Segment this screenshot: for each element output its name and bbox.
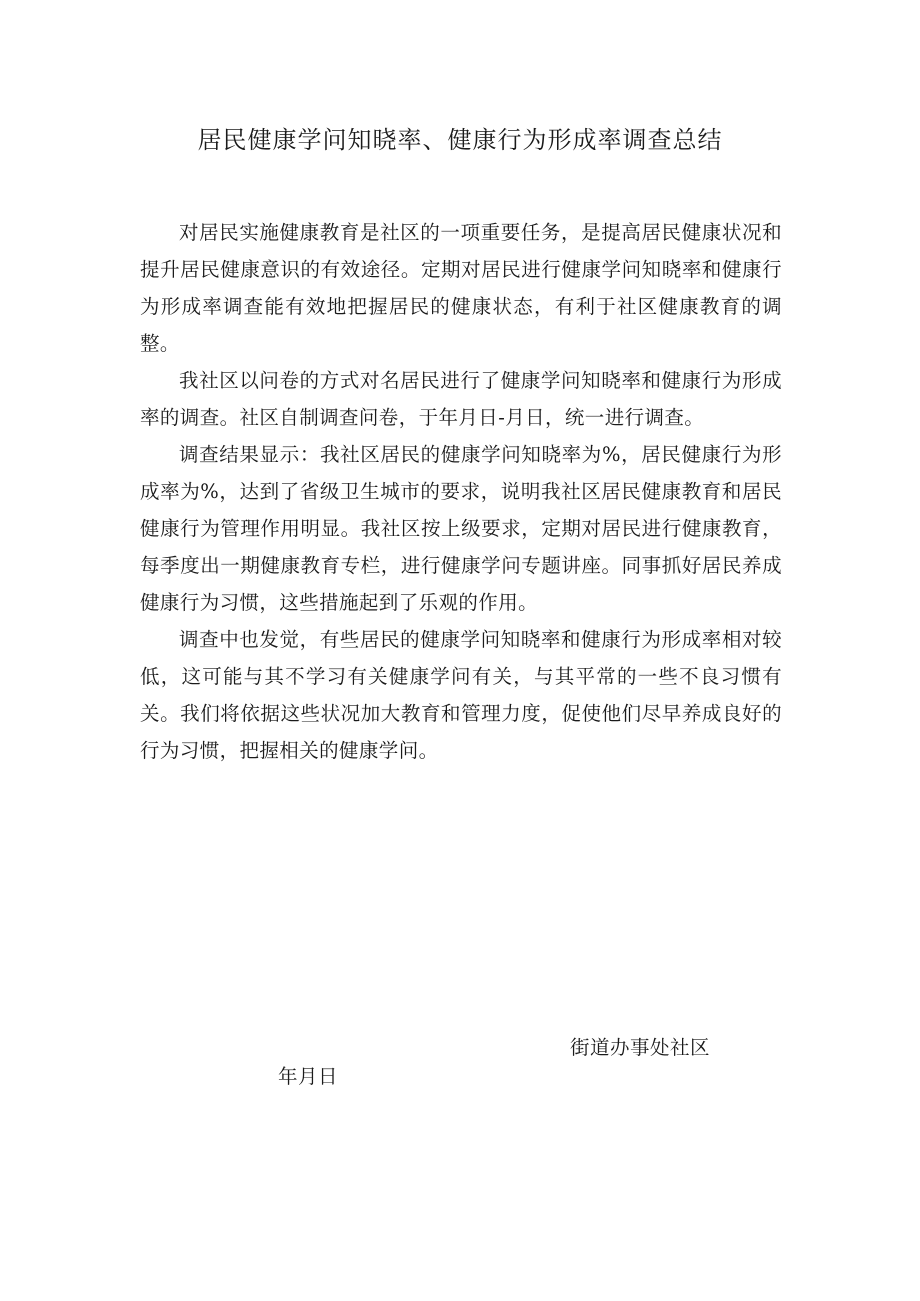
signature-organization: 街道办事处社区	[570, 1036, 711, 1059]
paragraph-findings: 调查中也发觉，有些居民的健康学问知晓率和健康行为形成率相对较低，这可能与其不学习有关健康学问有关，与其平常的一些不良习惯有关。我们将依据这些状况加大教育和管理力度，促使他们尽早养成良好的行为习惯，把握相关的健康学问。	[140, 628, 782, 762]
signature-date: 年月日	[278, 1065, 339, 1088]
paragraph-intro: 对居民实施健康教育是社区的一项重要任务，是提高居民健康状况和提升居民健康意识的有效途径。定期对居民进行健康学问知晓率和健康行为形成率调查能有效地把握居民的健康状态，有利于社区健康教育的调整。	[140, 221, 782, 355]
document-body	[140, 214, 782, 769]
paragraph-results: 调查结果显示：我社区居民的健康学问知晓率为%，居民健康行为形成率为%，达到了省级卫生城市的要求，说明我社区居民健康教育和居民健康行为管理作用明显。我社区按上级要求，定期对居民进行健康教育，每季度出一期健康教育专栏，进行健康学问专题讲座。同事抓好居民养成健康行为习惯，这些措施起到了乐观的作用。	[140, 443, 782, 614]
paragraph-method: 我社区以问卷的方式对名居民进行了健康学问知晓率和健康行为形成率的调查。社区自制调查问卷，于年月日-月日，统一进行调查。	[140, 369, 782, 429]
document-title: 居民健康学问知晓率、健康行为形成率调查总结	[197, 126, 723, 154]
